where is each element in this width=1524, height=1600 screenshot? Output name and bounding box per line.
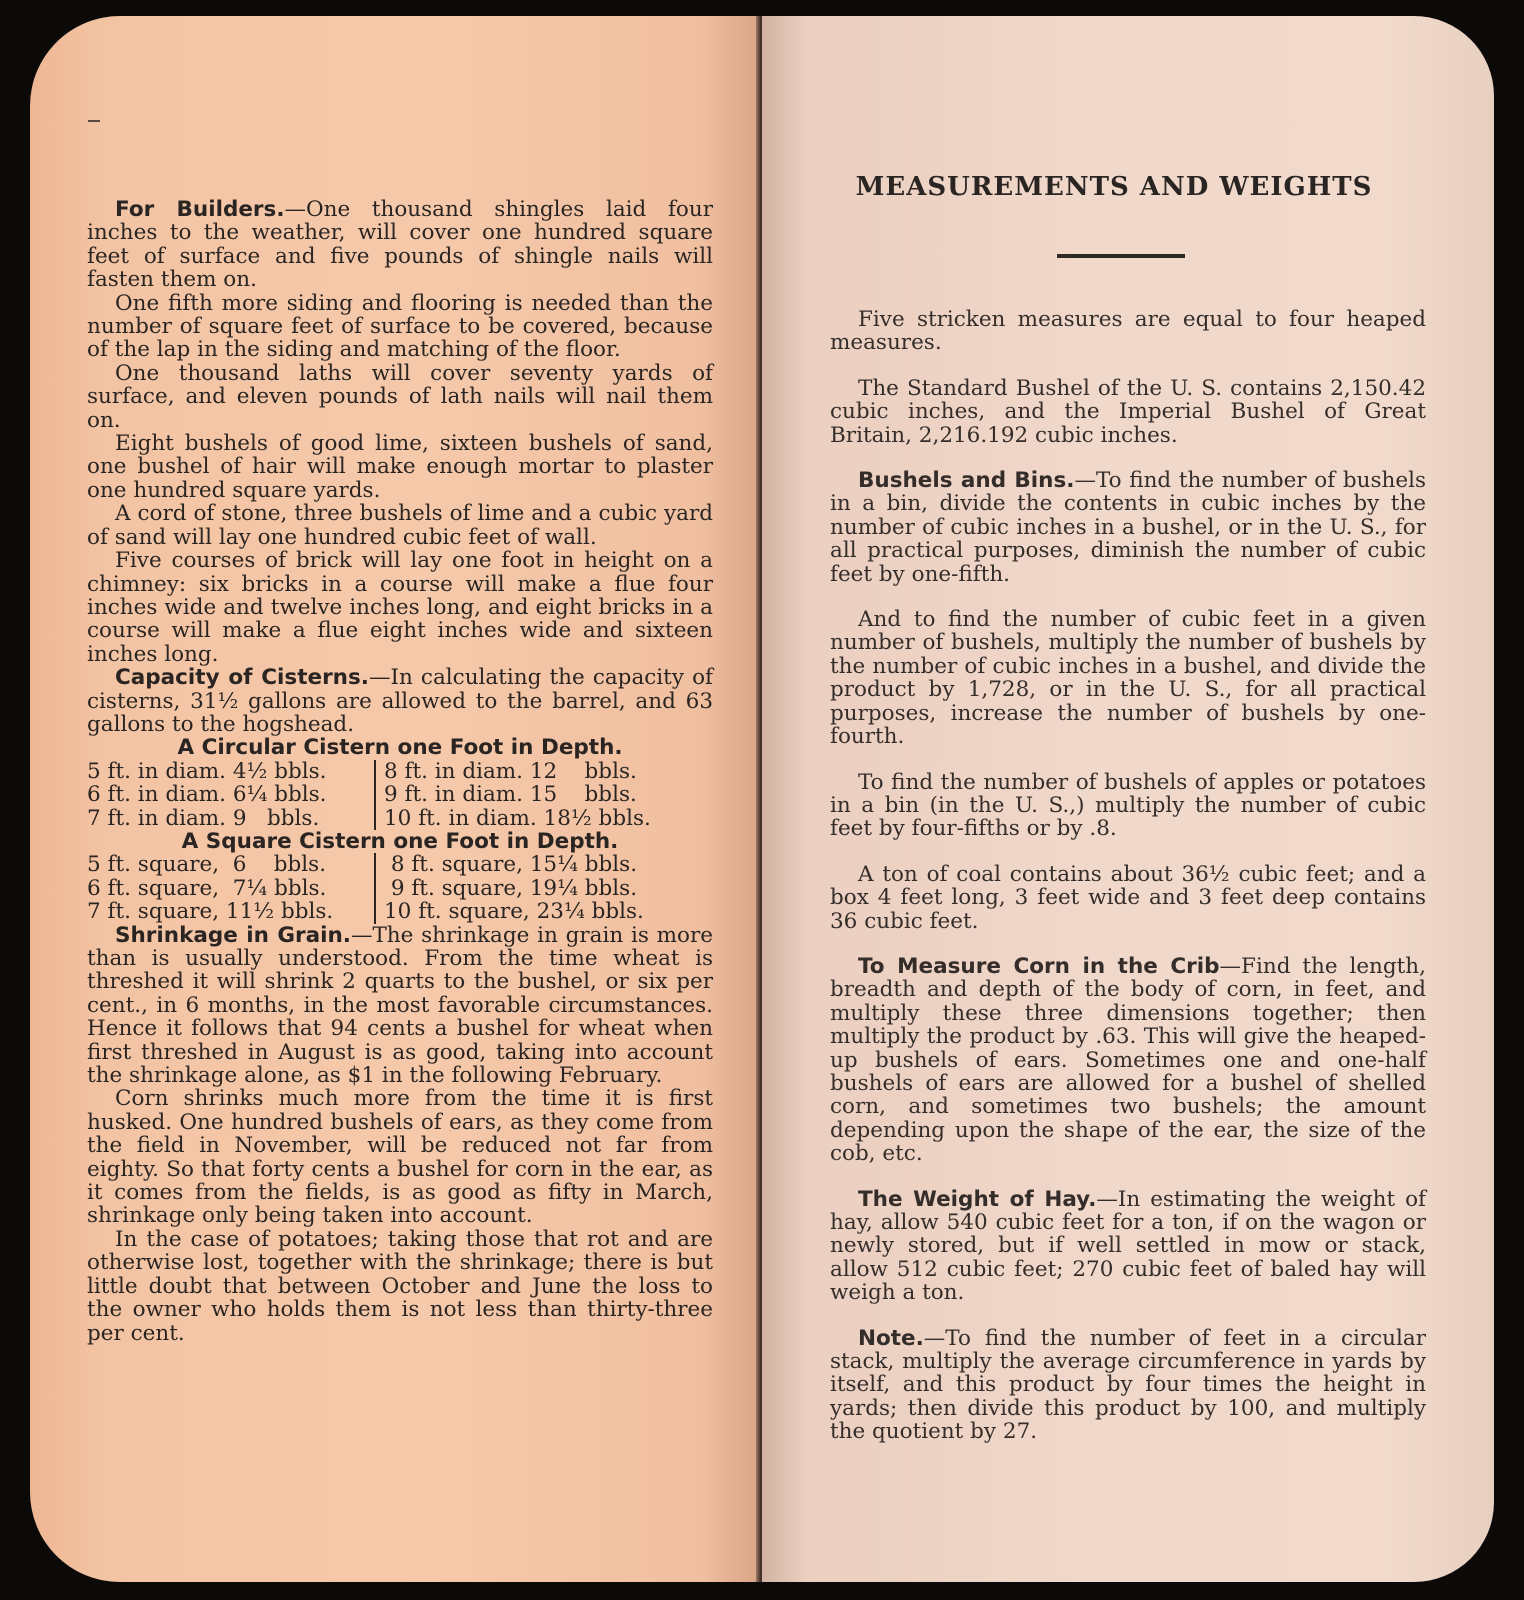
cistern-row: 5 ft. square, 6 bbls. <box>87 852 327 878</box>
left-page-text <box>87 198 713 1345</box>
paragraph-text: The Standard Bushel of the U. S. contains 2,150.42 cubic inches, and the Imperial Bushel of Great Britain, 2,216.192 cubic inches. <box>830 375 1426 448</box>
paragraph-lead: Bushels and Bins. <box>858 468 1075 494</box>
cistern-row: 6 ft. in diam. 6¼ bbls. <box>87 782 327 808</box>
right-paragraph <box>830 608 1426 748</box>
right-paragraph <box>830 469 1426 586</box>
left-paragraph <box>87 292 713 362</box>
paragraph-lead: To Measure Corn in the Crib <box>858 953 1220 979</box>
cistern-row: 6 ft. square, 7¼ bbls. <box>87 875 327 901</box>
cistern-row: 7 ft. in diam. 9 bbls. <box>87 805 320 831</box>
right-paragraph <box>830 1188 1426 1305</box>
right-paragraph <box>830 308 1426 355</box>
paragraph-text: Five stricken measures are equal to four heaped measures. <box>830 307 1426 356</box>
left-paragraph <box>87 198 713 292</box>
square-cistern-heading: A Square Cistern one Foot in Depth. <box>181 828 619 854</box>
shrinkage-section <box>87 924 713 1345</box>
paragraph-lead: For Builders. <box>115 197 285 222</box>
cistern-row: 8 ft. square, 15¼ bbls. <box>384 852 638 878</box>
paragraph-text: Eight bushels of good lime, sixteen bushels of sand, one bushel of hair will make enough mortar to plaster one hundred square yards. <box>87 431 713 503</box>
builders-section <box>87 198 713 736</box>
left-paragraph <box>87 362 713 432</box>
left-paragraph <box>87 924 713 1088</box>
paragraph-text: A ton of coal contains about 36½ cubic feet; and a box 4 feet long, 3 feet wide and 3 feet deep contains 36 cubic feet. <box>830 861 1426 934</box>
circular-cistern-heading: A Circular Cistern one Foot in Depth. <box>177 735 623 761</box>
paragraph-text: —In calculating the capacity of cisterns, 31½ gallons are allowed to the barrel, and 63 gallons to the hogshead. <box>87 665 713 737</box>
cistern-row: 7 ft. square, 11½ bbls. <box>87 899 334 925</box>
page-title: MEASUREMENTS AND WEIGHTS <box>855 172 1373 202</box>
cistern-row: 5 ft. in diam. 4½ bbls. <box>87 758 327 784</box>
circular-cistern-table <box>87 760 713 830</box>
cistern-row: 10 ft. square, 23¼ bbls. <box>384 899 644 925</box>
paragraph-lead: Shrinkage in Grain. <box>115 922 351 948</box>
paragraph-text: One thousand laths will cover seventy yards of surface, and eleven pounds of lath nails will nail them on. <box>87 360 713 433</box>
left-paragraph <box>87 1228 713 1345</box>
open-booklet <box>30 16 1494 1582</box>
paragraph-text: Corn shrinks much more from the time it is first husked. One hundred bushels of ears, as they come from the field in November, will be reduced not far from eighty. So that forty cents a bushel for corn in the ear, as it comes from the fields, is as good as fifty in March, shrinkage only being taken into account. <box>87 1086 713 1229</box>
right-page <box>762 16 1494 1582</box>
paragraph-text: In the case of potatoes; taking those that rot and are otherwise lost, together with the shrinkage; there is but little doubt that between October and June the loss to the owner who holds them is not less than thirty-three per cent. <box>87 1226 713 1346</box>
paragraph-lead: Note. <box>858 1325 924 1351</box>
right-paragraph <box>830 1327 1426 1444</box>
circular-cistern-right-column <box>374 760 713 830</box>
right-page-text <box>830 308 1426 1466</box>
left-paragraph <box>87 1087 713 1227</box>
right-paragraph <box>830 863 1426 933</box>
square-cistern-right-column <box>374 853 713 923</box>
page-mark <box>88 120 100 122</box>
paragraph-text: And to find the number of cubic feet in a given number of bushels, multiply the number of bushels by the number of cubic inches in a bushel, and divide the product by 1,728, or in the U. S., for all practical purposes, increase the number of bushels by one-fourth. <box>830 607 1426 750</box>
right-paragraph <box>830 955 1426 1166</box>
cistern-row: 10 ft. in diam. 18½ bbls. <box>384 805 651 831</box>
title-rule <box>1057 254 1185 258</box>
paragraph-text: —To find the number of feet in a circular stack, multiply the average circumference in yards by itself, and this product by four times the height in yards; then divide this product by 100, and multiply the quotient by 27. <box>830 1325 1426 1445</box>
circular-cistern-left-column <box>87 760 374 830</box>
left-paragraph <box>87 666 713 736</box>
square-cistern-left-column <box>87 853 374 923</box>
cistern-row: 9 ft. in diam. 15 bbls. <box>384 782 637 808</box>
cistern-row: 9 ft. square, 19¼ bbls. <box>384 875 638 901</box>
left-paragraph <box>87 549 713 666</box>
paragraph-text: Five courses of brick will lay one foot in height on a chimney: six bricks in a course will make a flue four inches wide and twelve inches long, and eight bricks in a course will make a flue eight inches wide and sixteen inches long. <box>87 548 713 667</box>
left-paragraph <box>87 432 713 502</box>
right-paragraph <box>830 771 1426 841</box>
paragraph-lead: Capacity of Cisterns. <box>115 665 369 691</box>
paragraph-text: —Find the length, breadth and depth of the body of corn, in feet, and multiply these three dimensions together; then multiply the product by .63. This will give the heaped-up bushels of ears. Sometimes one and one-half bushels of ears are allowed for a bushel of shelled corn, and sometimes two bushels; the amount depending upon the shape of the ear, the size of the cob, etc. <box>830 953 1426 1167</box>
paragraph-lead: The Weight of Hay. <box>858 1186 1097 1212</box>
paragraph-text: A cord of stone, three bushels of lime and a cubic yard of sand will lay one hundred cubic feet of wall. <box>87 501 713 550</box>
square-cistern-table <box>87 853 713 923</box>
paragraph-text: —One thousand shingles laid four inches to the weather, will cover one hundred square feet of surface and five pounds of shingle nails will fasten them on. <box>87 197 713 293</box>
paragraph-text: —In estimating the weight of hay, allow 540 cubic feet for a ton, if on the wagon or newly stored, but if well settled in mow or stack, allow 512 cubic feet; 270 cubic feet of baled hay will weigh a ton. <box>830 1186 1426 1306</box>
paragraph-text: One fifth more siding and flooring is needed than the number of square feet of surface to be covered, because of the lap in the siding and matching of the floor. <box>87 290 713 363</box>
paragraph-text: To find the number of bushels of apples or potatoes in a bin (in the U. S.,) multiply the number of cubic feet by four-fifths or by .8. <box>830 769 1426 842</box>
left-paragraph <box>87 502 713 549</box>
right-paragraph <box>830 377 1426 447</box>
paragraph-text: —To find the number of bushels in a bin, divide the contents in cubic inches by the number of cubic inches in a bushel, or in the U. S., for all practical purposes, diminish the number of cubic feet by one-fifth. <box>830 468 1427 587</box>
left-page <box>30 16 760 1582</box>
paragraph-text: —The shrinkage in grain is more than is usually understood. From the time wheat is threshed it will shrink 2 quarts to the bushel, or six per cent., in 6 months, in the most favorable circumstances. Hence it follows that 94 cents a bushel for wheat when first threshed in August is as good, taking into account the shrinkage alone, as $1 in the following February. <box>87 922 713 1089</box>
cistern-row: 8 ft. in diam. 12 bbls. <box>384 758 637 784</box>
